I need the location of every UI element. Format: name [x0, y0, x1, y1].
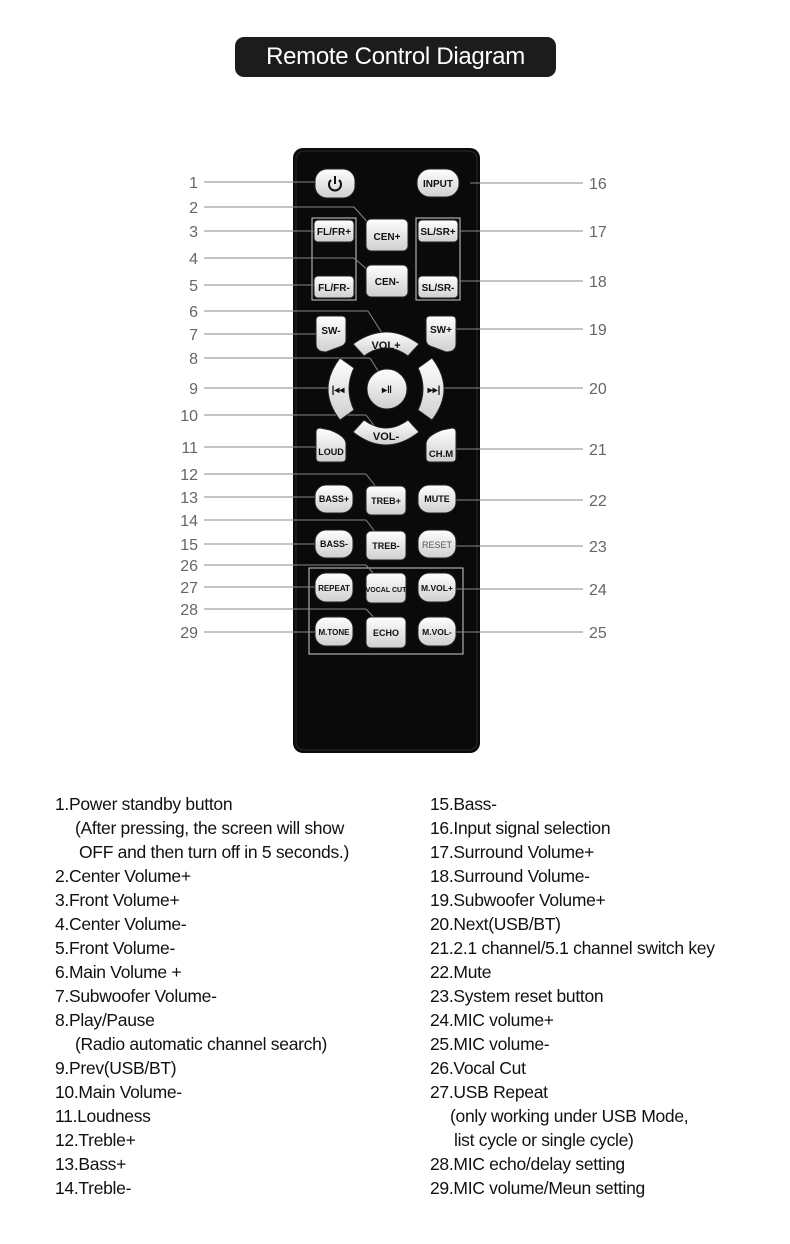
callout-11: 11 [181, 440, 198, 457]
prev-icon: |◂◂ [331, 385, 345, 396]
callout-10: 10 [180, 408, 198, 425]
legend-item: 2.Center Volume+ [55, 866, 191, 886]
legend-item: 7.Subwoofer Volume- [55, 986, 217, 1006]
legend-item: 5.Front Volume- [55, 938, 175, 958]
legend-item: 8.Play/Pause [55, 1010, 155, 1030]
callout-13: 13 [180, 490, 198, 507]
slsr-plus-button[interactable] [418, 220, 458, 242]
mic-vol-minus-button[interactable] [418, 617, 456, 646]
legend-item: 1.Power standby button [55, 794, 233, 814]
bass-minus-button[interactable] [315, 530, 353, 558]
svg-text:TREB+: TREB+ [371, 496, 401, 506]
svg-text:M.TONE: M.TONE [318, 628, 350, 637]
cen-plus-button[interactable] [366, 219, 408, 251]
callout-26: 26 [180, 558, 198, 575]
callout-8: 8 [189, 351, 198, 368]
play-pause-button[interactable] [367, 369, 407, 409]
legend-item: 10.Main Volume- [55, 1082, 182, 1102]
callout-15: 15 [180, 537, 198, 554]
legend-item: 14.Treble- [55, 1178, 132, 1198]
mute-button[interactable] [418, 485, 456, 513]
callout-14: 14 [180, 513, 198, 530]
callout-18: 18 [589, 274, 607, 291]
callout-24: 24 [589, 582, 607, 599]
callout-4: 4 [189, 251, 198, 268]
callout-3: 3 [189, 224, 198, 241]
callout-19: 19 [589, 322, 607, 339]
legend-item: 21.2.1 channel/5.1 channel switch key [430, 938, 715, 958]
svg-text:M.VOL-: M.VOL- [422, 627, 452, 637]
legend-note: (only working under USB Mode, [450, 1106, 689, 1126]
svg-text:BASS-: BASS- [319, 539, 349, 549]
svg-text:SW-: SW- [321, 326, 341, 337]
legend-item: 3.Front Volume+ [55, 890, 180, 910]
legend-item: 26.Vocal Cut [430, 1058, 526, 1078]
legend-item: 17.Surround Volume+ [430, 842, 595, 862]
legend-note: (After pressing, the screen will show [75, 818, 345, 838]
callout-17: 17 [589, 224, 607, 241]
legend-item: 15.Bass- [430, 794, 497, 814]
legend-note: list cycle or single cycle) [454, 1130, 634, 1150]
legend-item: 29.MIC volume/Meun setting [430, 1178, 645, 1198]
svg-text:M.VOL+: M.VOL+ [421, 583, 453, 593]
callout-9: 9 [189, 381, 198, 398]
callout-2: 2 [189, 200, 198, 217]
legend-item: 11.Loudness [55, 1106, 151, 1126]
callout-29: 29 [180, 625, 198, 642]
legend-right [430, 792, 715, 1200]
svg-text:ECHO: ECHO [372, 628, 400, 638]
svg-text:VOL+: VOL+ [371, 340, 401, 352]
svg-text:MUTE: MUTE [424, 494, 450, 504]
next-icon: ▸▸| [427, 385, 441, 396]
callout-27: 27 [180, 580, 198, 597]
callout-1: 1 [189, 175, 198, 192]
sw-minus-button[interactable] [316, 316, 346, 352]
callout-22: 22 [589, 493, 607, 510]
callout-16: 16 [589, 176, 607, 193]
legend-note: (Radio automatic channel search) [75, 1034, 328, 1054]
svg-text:FL/FR+: FL/FR+ [316, 227, 352, 238]
legend-item: 27.USB Repeat [430, 1082, 548, 1102]
callout-25: 25 [589, 625, 607, 642]
legend-item: 9.Prev(USB/BT) [55, 1058, 177, 1078]
treb-plus-button[interactable] [366, 486, 406, 515]
legend-item: 19.Subwoofer Volume+ [430, 890, 606, 910]
legend-item: 12.Treble+ [55, 1130, 136, 1150]
svg-text:BASS+: BASS+ [318, 494, 350, 504]
svg-text:VOCAL CUT: VOCAL CUT [365, 587, 407, 594]
callout-28: 28 [180, 602, 198, 619]
flfr-minus-button[interactable] [314, 276, 354, 298]
treb-minus-button[interactable] [366, 531, 406, 560]
legend-item: 25.MIC volume- [430, 1034, 550, 1054]
flfr-plus-button[interactable] [314, 220, 354, 242]
reset-button[interactable] [418, 530, 456, 558]
svg-text:FL/FR-: FL/FR- [318, 283, 350, 294]
svg-text:INPUT: INPUT [423, 179, 453, 190]
legend-item: 13.Bass+ [55, 1154, 127, 1174]
svg-text:SW+: SW+ [430, 325, 452, 336]
legend-item: 28.MIC echo/delay setting [430, 1154, 625, 1174]
legend-left [55, 792, 349, 1200]
mic-tone-button[interactable] [315, 617, 353, 646]
legend-item: 18.Surround Volume- [430, 866, 590, 886]
svg-text:SL/SR-: SL/SR- [421, 283, 455, 294]
power-button[interactable] [315, 169, 355, 198]
callout-7: 7 [189, 327, 198, 344]
play-pause-icon: ▸‖ [382, 385, 392, 396]
callout-23: 23 [589, 539, 607, 556]
callout-21: 21 [589, 442, 607, 459]
legend-item: 22.Mute [430, 962, 492, 982]
sw-plus-button[interactable] [426, 316, 456, 352]
svg-text:REPEAT: REPEAT [318, 584, 350, 593]
callout-20: 20 [589, 381, 607, 398]
callout-12: 12 [180, 467, 198, 484]
svg-text:LOUD: LOUD [318, 447, 344, 457]
svg-text:TREB-: TREB- [372, 541, 400, 551]
svg-text:CEN-: CEN- [374, 277, 400, 288]
legend-item: 16.Input signal selection [430, 818, 611, 838]
page-title: Remote Control Diagram [266, 43, 525, 70]
legend-note: OFF and then turn off in 5 seconds.) [79, 842, 350, 862]
input-button[interactable] [417, 169, 459, 197]
slsr-minus-button[interactable] [418, 276, 458, 298]
legend-item: 6.Main Volume + [55, 962, 182, 982]
echo-button[interactable] [366, 617, 406, 648]
callout-5: 5 [189, 278, 198, 295]
vocal-cut-button[interactable] [366, 573, 407, 603]
mic-vol-plus-button[interactable] [418, 573, 456, 602]
bass-plus-button[interactable] [315, 485, 353, 513]
legend-item: 24.MIC volume+ [430, 1010, 554, 1030]
legend-item: 20.Next(USB/BT) [430, 914, 561, 934]
svg-text:RESET: RESET [421, 540, 453, 550]
svg-text:CH.M: CH.M [428, 449, 454, 460]
svg-text:CEN+: CEN+ [373, 232, 401, 243]
svg-text:VOL-: VOL- [372, 431, 400, 443]
legend-item: 23.System reset button [430, 986, 604, 1006]
cen-minus-button[interactable] [366, 265, 408, 297]
svg-text:SL/SR+: SL/SR+ [420, 227, 456, 238]
callout-6: 6 [189, 304, 198, 321]
legend-item: 4.Center Volume- [55, 914, 187, 934]
repeat-button[interactable] [315, 573, 353, 602]
